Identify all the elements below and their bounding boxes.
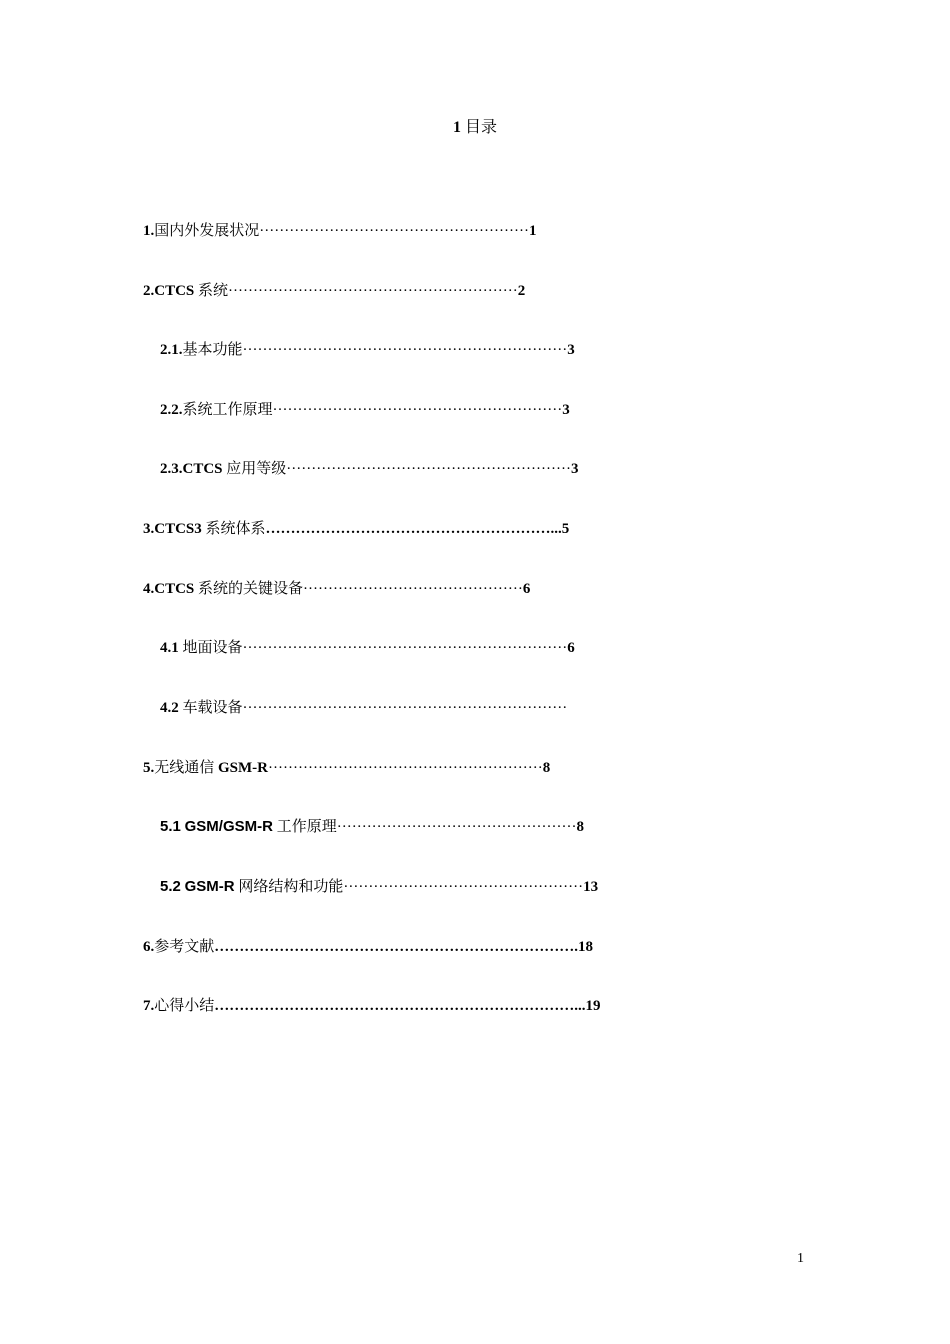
page-number: 1 (797, 1251, 804, 1266)
toc-entry-number: 2. (143, 283, 155, 299)
toc-entry-latin: CTCS (154, 581, 195, 597)
toc-entry-page: 6 (567, 640, 575, 656)
toc-entry-text: 应用等级 (222, 461, 287, 477)
toc-entry-text: 工作原理 (272, 819, 337, 835)
toc-entry-leader: ············································ (303, 581, 523, 597)
toc-entry-number: 2.2. (160, 402, 183, 418)
toc-entry-number: 1. (143, 223, 155, 239)
toc-entry-page: 3 (562, 402, 570, 418)
toc-entry-3[interactable] (143, 519, 569, 539)
toc-entry-2-3[interactable] (160, 459, 579, 479)
toc-entry-leader: ………………………………………………………………... (214, 998, 586, 1014)
toc-entry-number: 4.1 (160, 640, 179, 656)
toc-entry-7[interactable] (143, 996, 601, 1016)
toc-entry-text: 系统体系 (201, 521, 266, 537)
toc-entry-page: 1 (529, 223, 537, 239)
toc-entry-number: 3. (143, 521, 155, 537)
toc-entry-page: 8 (576, 819, 584, 835)
toc-entry-text: 国内外发展状况 (154, 223, 260, 239)
toc-entry-number: 2.3. (160, 461, 183, 477)
toc-entry-leader: ················································ (336, 819, 577, 835)
toc-entry-6[interactable] (143, 937, 593, 957)
toc-entry-leader: ·························································· (272, 402, 563, 418)
toc-entry-leader: …………………………………………………... (265, 521, 562, 537)
toc-entry-number: 6. (143, 939, 155, 955)
toc-entry-text: 系统的关键设备 (194, 581, 304, 597)
toc-entry-5[interactable] (143, 758, 550, 778)
toc-entry-number: 5.1 (160, 818, 181, 835)
toc-entry-2-2[interactable] (160, 400, 570, 420)
toc-entry-leader: ································································· (242, 342, 568, 358)
toc-entry-text: 参考文献 (154, 939, 215, 955)
toc-entry-leader: ································································· (242, 700, 568, 716)
toc-entry-page: 3 (571, 461, 579, 477)
toc-entry-5-1[interactable] (160, 817, 584, 837)
toc-title-number: 1 (452, 119, 461, 136)
toc-entry-number: 4. (143, 581, 155, 597)
toc-entry-text: 心得小结 (154, 998, 215, 1014)
toc-entry-page: 18 (578, 939, 594, 955)
toc-entry-page: 3 (567, 342, 575, 358)
toc-entry-2-1[interactable] (160, 340, 575, 360)
toc-entry-2[interactable] (143, 281, 525, 301)
toc-entry-text: 系统 (194, 283, 229, 299)
toc-entry-leader: ························································· (286, 461, 572, 477)
toc-title-text: 目录 (464, 119, 497, 136)
toc-entry-page: 6 (522, 581, 531, 597)
toc-entry-page: 13 (583, 879, 599, 895)
toc-entry-page: 5 (561, 521, 570, 537)
toc-entry-text: 系统工作原理 (182, 402, 273, 418)
toc-entry-latin: CTCS (154, 283, 195, 299)
toc-entry-latin: GSM-R (184, 878, 235, 895)
toc-entry-leader: ······················································ (259, 223, 530, 239)
toc-entry-page: 8 (542, 760, 551, 776)
toc-entry-latin: CTCS (182, 461, 223, 477)
toc-entry-number: 4.2 (160, 700, 179, 716)
toc-entry-number: 2.1. (160, 342, 183, 358)
toc-entry-page: 2 (517, 283, 526, 299)
toc-entry-1[interactable] (143, 221, 537, 241)
toc-entry-text: 无线通信 (154, 760, 219, 776)
toc-entry-text: 地面设备 (178, 640, 243, 656)
toc-entry-text: 网络结构和功能 (234, 879, 344, 895)
toc-entry-leader: ································································· (242, 640, 568, 656)
toc-title (0, 117, 950, 139)
toc-entry-latin: GSM/GSM-R (184, 818, 273, 835)
toc-entry-number: 5.2 (160, 878, 181, 895)
toc-entry-leader: ·························································· (228, 283, 518, 299)
toc-entry-4[interactable] (143, 579, 530, 599)
toc-entry-4-1[interactable] (160, 638, 575, 658)
toc-entry-page: 19 (585, 998, 601, 1014)
toc-entry-text: 车载设备 (178, 700, 243, 716)
toc-entry-5-2[interactable] (160, 877, 598, 897)
toc-entry-leader: ······················································· (268, 760, 543, 776)
toc-entry-latin: GSM-R (218, 760, 269, 776)
toc-entry-4-2[interactable] (160, 698, 567, 718)
toc-entry-latin: CTCS3 (154, 521, 202, 537)
toc-entry-number: 5. (143, 760, 155, 776)
toc-entry-text: 基本功能 (182, 342, 243, 358)
toc-entry-leader: ················································ (343, 879, 584, 895)
toc-entry-leader: ………………………………………………………………. (214, 939, 579, 955)
toc-entry-number: 7. (143, 998, 155, 1014)
